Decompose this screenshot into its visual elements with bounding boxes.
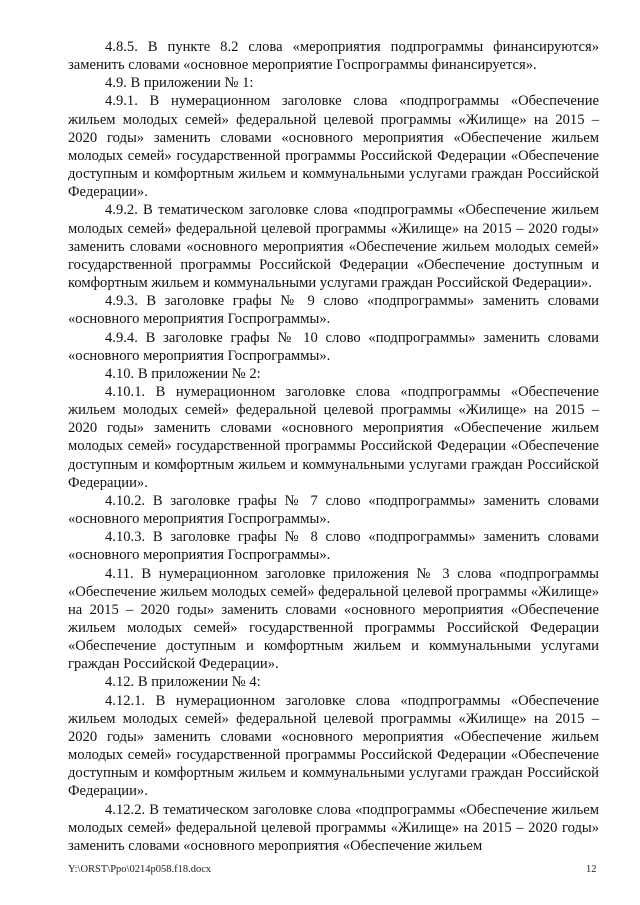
paragraph-4-9-4: 4.9.4. В заголовке графы № 10 слово «подпрограммы» заменить словами «основного мероприятия Госпрограммы».	[68, 329, 599, 364]
paragraph-4-11: 4.11. В нумерационном заголовке приложения № 3 слова «подпрограммы «Обеспечение жильем молодых семей» федеральной целевой программы «Жилище» на 2015 – 2020 годы» заменить словами «основного мероприятия «Обеспечение жильем молодых семей» государственной программы Российской Федерации «Обеспечение доступным и комфортным жильем и коммунальными услугами граждан Российской Федерации».	[68, 565, 599, 673]
paragraph-4-12-2: 4.12.2. В тематическом заголовке слова «подпрограммы «Обеспечение жильем молодых семей» федеральной целевой программы «Жилище» на 2015 – 2020 годы» заменить словами «основного мероприятия «Обеспечение жильем	[68, 801, 599, 854]
page-number: 12	[586, 864, 597, 875]
paragraph-4-9-2: 4.9.2. В тематическом заголовке слова «подпрограммы «Обеспечение жильем молодых семей» федеральной целевой программы «Жилище» на 2015 – 2020 годы» заменить словами «основного мероприятия «Обеспечение жильем молодых семей» государственной программы Российской Федерации «Обеспечение доступным и комфортным жильем и коммунальными услугами граждан Российской Федерации».	[68, 202, 599, 292]
paragraph-4-12: 4.12. В приложении № 4:	[105, 674, 261, 691]
paragraph-4-10-1: 4.10.1. В нумерационном заголовке слова «подпрограммы «Обеспечение жильем молодых семей» федеральной целевой программы «Жилище» на 2015 – 2020 годы» заменить словами «основного мероприятия «Обеспечение жильем молодых семей» государственной программы Российской Федерации «Обеспечение доступным и комфортным жильем и коммунальными услугами граждан Российской Федерации».	[68, 383, 599, 491]
paragraph-4-9-3: 4.9.3. В заголовке графы № 9 слово «подпрограммы» заменить словами «основного мероприятия Госпрограммы».	[68, 293, 599, 328]
paragraph-4-10-2: 4.10.2. В заголовке графы № 7 слово «подпрограммы» заменить словами «основного мероприятия Госпрограммы».	[68, 492, 599, 528]
footer-file-path: Y:\ORST\Ppo\0214p058.f18.docx	[68, 864, 212, 875]
paragraph-4-8-5: 4.8.5. В пункте 8.2 слова «мероприятия подпрограммы финансируются» заменить словами «основное мероприятие Госпрограммы финансируется».	[68, 39, 599, 74]
paragraph-4-10-3: 4.10.3. В заголовке графы № 8 слово «подпрограммы» заменить словами «основного мероприятия Госпрограммы».	[68, 529, 599, 564]
paragraph-4-12-1: 4.12.1. В нумерационном заголовке слова «подпрограммы «Обеспечение жильем молодых семей» федеральной целевой программы «Жилище» на 2015 – 2020 годы» заменить словами «основного мероприятия «Обеспечение жильем молодых семей» государственной программы Российской Федерации «Обеспечение доступным и комфортным жильем и коммунальными услугами граждан Российской Федерации».	[68, 692, 599, 800]
document-body	[68, 38, 599, 855]
paragraph-4-10: 4.10. В приложении № 2:	[105, 365, 261, 382]
paragraph-4-9-1: 4.9.1. В нумерационном заголовке слова «подпрограммы «Обеспечение жильем молодых семей» федеральной целевой программы «Жилище» на 2015 – 2020 годы» заменить словами «основного мероприятия «Обеспечение жильем молодых семей» государственной программы Российской Федерации «Обеспечение доступным и комфортным жильем и коммунальными услугами граждан Российской Федерации».	[68, 93, 599, 201]
paragraph-4-9: 4.9. В приложении № 1:	[105, 75, 254, 92]
